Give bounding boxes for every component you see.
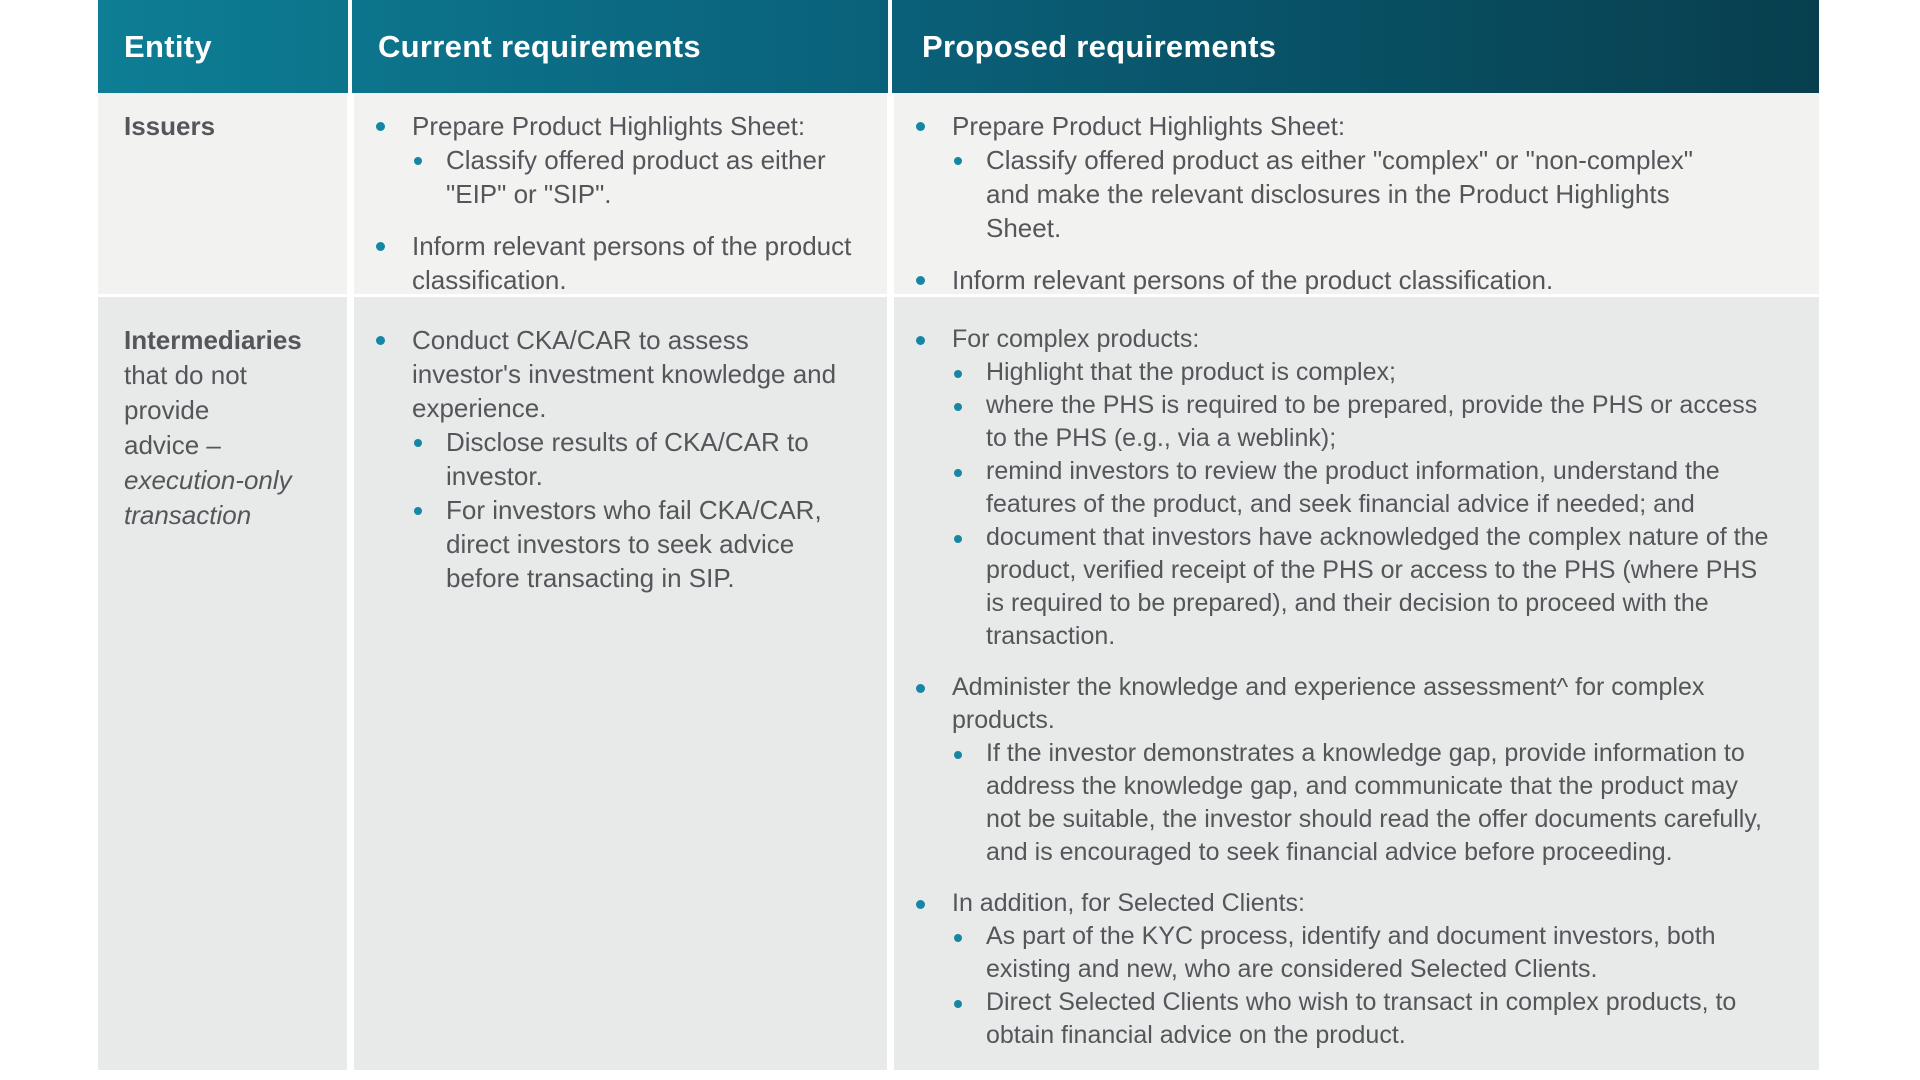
entity-description-line: that do not <box>124 360 247 390</box>
bullet-item-text: Prepare Product Highlights Sheet: <box>412 111 806 141</box>
bullet-icon <box>376 242 385 251</box>
bullet-icon <box>414 157 422 165</box>
bullet-item-text: Conduct CKA/CAR to assess investor's investment knowledge and experience. <box>412 325 837 423</box>
sub-bullet-item <box>894 521 1769 653</box>
sub-bullet-item <box>894 356 1769 389</box>
bullet-item-text: In addition, for Selected Clients: <box>952 889 1305 917</box>
bullet-icon <box>954 1000 962 1008</box>
bullet-icon <box>954 934 962 942</box>
column-header-proposed-requirements: Proposed requirements <box>922 28 1277 64</box>
sub-bullet-item-text: where the PHS is required to be prepared, provide the PHS or access to the PHS (e.g., via a weblink); <box>986 391 1758 452</box>
sub-bullet-item <box>894 455 1769 521</box>
sub-bullet-item <box>894 737 1769 869</box>
bullet-item <box>354 323 862 425</box>
proposed-requirements-list <box>894 109 1699 294</box>
sub-bullet-item <box>894 920 1769 986</box>
column-divider <box>348 0 352 93</box>
entity-cell <box>98 93 347 294</box>
table-body <box>98 93 1819 1070</box>
bullet-item <box>894 323 1769 356</box>
bullet-item-text: Inform relevant persons of the product classification. <box>412 231 852 294</box>
bullet-item <box>894 263 1699 294</box>
sub-bullet-item <box>354 493 862 595</box>
current-requirements-list <box>354 323 862 595</box>
entity-description-line: advice – <box>124 430 221 460</box>
sub-bullet-item <box>354 425 862 493</box>
bullet-icon <box>916 684 925 693</box>
bullet-icon <box>916 276 925 285</box>
bullet-icon <box>954 535 962 543</box>
bullet-item <box>354 229 862 294</box>
column-divider <box>888 0 892 93</box>
sub-bullet-item <box>894 143 1699 245</box>
sub-bullet-item-text: remind investors to review the product information, understand the features of the product, and seek financial advice if needed; and <box>986 457 1720 518</box>
entity-name: Intermediaries <box>124 325 302 355</box>
entity-description-line-italic: transaction <box>124 500 252 530</box>
current-requirements-cell <box>354 93 887 294</box>
bullet-item <box>354 109 862 143</box>
bullet-item-text: Prepare Product Highlights Sheet: <box>952 111 1346 141</box>
entity-description-line-italic: execution-only <box>124 465 292 495</box>
bullet-icon <box>376 122 385 131</box>
sub-bullet-item-text: Disclose results of CKA/CAR to investor. <box>446 427 809 491</box>
bullet-icon <box>954 403 962 411</box>
sub-bullet-item <box>894 986 1769 1052</box>
sub-bullet-item-text: document that investors have acknowledged the complex nature of the product, verified receipt of the PHS or access to the PHS (where PHS is required to be prepared), and their decision to proceed with the transaction. <box>986 523 1769 650</box>
bullet-icon <box>954 751 962 759</box>
sub-bullet-item-text: Direct Selected Clients who wish to transact in complex products, to obtain financial advice on the product. <box>986 988 1737 1049</box>
sub-bullet-item-text: Highlight that the product is complex; <box>986 358 1396 386</box>
bullet-item <box>894 887 1769 920</box>
bullet-item-text: Inform relevant persons of the product classification. <box>952 265 1554 294</box>
bullet-icon <box>376 336 385 345</box>
current-requirements-cell <box>354 297 887 1070</box>
bullet-item-text: Administer the knowledge and experience assessment^ for complex products. <box>952 673 1705 734</box>
sub-bullet-item-text: Classify offered product as either "EIP" or "SIP". <box>446 145 826 209</box>
sub-bullet-item-text: Classify offered product as either "complex" or "non-complex" and make the relevant disclosures in the Product Highlights Sheet. <box>986 145 1693 243</box>
column-header-entity: Entity <box>124 28 212 64</box>
bullet-icon <box>954 370 962 378</box>
bullet-icon <box>916 900 925 909</box>
requirements-comparison-table <box>98 0 1819 1070</box>
bullet-item <box>894 109 1699 143</box>
bullet-icon <box>414 507 422 515</box>
sub-bullet-item-text: If the investor demonstrates a knowledge gap, provide information to address the knowledge gap, and communicate that the product may not be suitable, the investor should read the offer documents carefully, and is encouraged to seek financial advice before proceeding. <box>986 739 1762 866</box>
proposed-requirements-list <box>894 323 1769 1052</box>
sub-bullet-item <box>894 389 1769 455</box>
bullet-icon <box>916 336 925 345</box>
bullet-icon <box>954 157 962 165</box>
entity-cell <box>98 297 347 1070</box>
sub-bullet-item-text: As part of the KYC process, identify and document investors, both existing and new, who are considered Selected Clients. <box>986 922 1716 983</box>
proposed-requirements-cell <box>894 93 1819 294</box>
bullet-icon <box>916 122 925 131</box>
sub-bullet-item-text: For investors who fail CKA/CAR, direct investors to seek advice before transacting in SIP. <box>446 495 822 593</box>
sub-bullet-item <box>354 143 862 211</box>
current-requirements-list <box>354 109 862 294</box>
entity-description-line: provide <box>124 395 210 425</box>
bullet-item-text: For complex products: <box>952 325 1200 353</box>
table-row <box>98 297 1819 1070</box>
bullet-item <box>894 671 1769 737</box>
bullet-icon <box>954 469 962 477</box>
table-header-row <box>98 0 1819 93</box>
proposed-requirements-cell <box>894 297 1819 1070</box>
column-header-current-requirements: Current requirements <box>378 28 701 64</box>
table-row <box>98 93 1819 294</box>
entity-name: Issuers <box>124 111 216 141</box>
bullet-icon <box>414 439 422 447</box>
